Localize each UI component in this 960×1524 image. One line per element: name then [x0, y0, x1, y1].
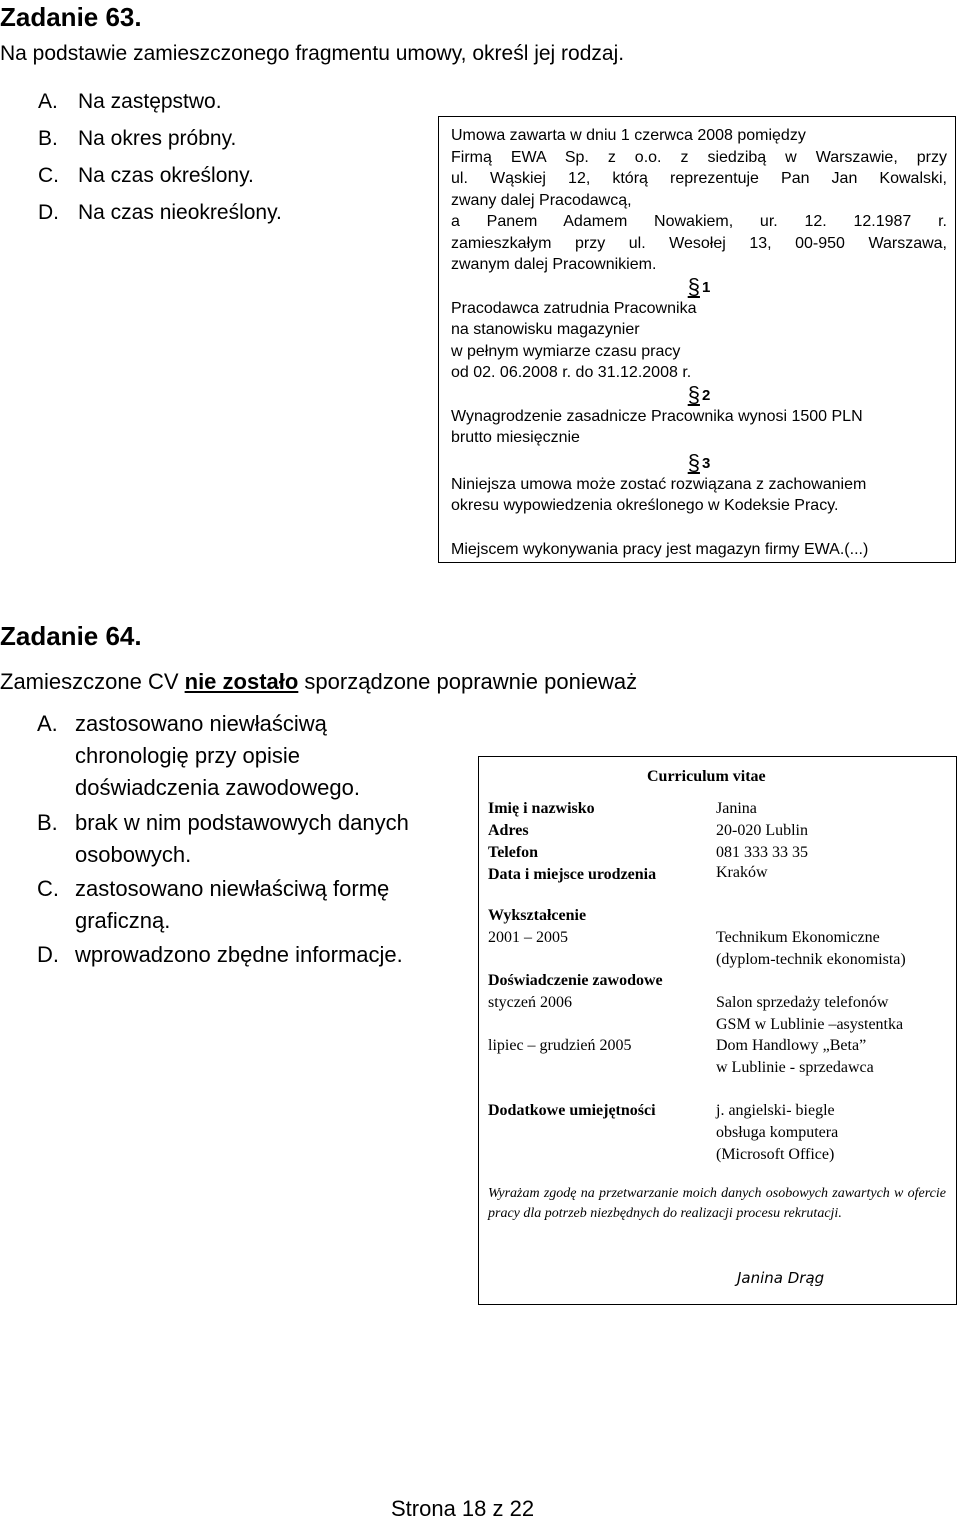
contract-fragment-box [438, 116, 956, 563]
cv-signature: Janina Drąg [737, 1269, 825, 1287]
task64-option-b[interactable]: B. brak w nim podstawowych danych osobowych. [37, 810, 409, 867]
cv-personal [488, 798, 948, 886]
contract-text [451, 125, 947, 560]
cv-education-period: 2001 – 2005 [488, 929, 568, 946]
contract-line: Pracodawca zatrudnia Pracownika [451, 299, 697, 317]
cv-experience-value: Salon sprzedaży telefonów GSM w Lublinie –asystentka [716, 994, 904, 1033]
cv-box [478, 756, 957, 1305]
contract-line: Niniejsza umowa może zostać rozwiązana z zachowaniem [451, 475, 867, 493]
cv-experience-period: styczeń 2006 [488, 994, 572, 1011]
task63-option-d[interactable]: D. Na czas nieokreślony. [38, 201, 282, 224]
task64-option-d[interactable]: D. wprowadzono zbędne informacje. [37, 942, 403, 967]
cv-education-label: Wykształcenie [488, 907, 587, 924]
section-3-heading: § 3 [687, 449, 711, 475]
cv-experience-value: Dom Handlowy „Beta” w Lublinie - sprzedawca [716, 1037, 874, 1076]
contract-line: zwanym dalej Pracownikiem. [451, 256, 657, 273]
contract-line: ul. Wąskiej 12, którą reprezentuje Pan Jan Kowalski, [451, 170, 947, 187]
task63-title: Zadanie 63. [0, 2, 142, 32]
section-1-heading: § 1 [687, 273, 711, 299]
cv-education-value: Technikum Ekonomiczne (dyplom-technik ekonomista) [716, 929, 906, 968]
contract-line: na stanowisku magazynier [451, 321, 640, 338]
cv-experience-period: lipiec – grudzień 2005 [488, 1037, 632, 1054]
cv-consent-clause: Wyrażam zgodę na przetwarzanie moich danych osobowych zawartych w ofercie pracy dla potrzeb niezbędnych do realizacji procesu rekrutacji. [488, 1186, 946, 1221]
task63-option-c[interactable]: C. Na czas określony. [38, 164, 254, 187]
contract-line: zwany dalej Pracodawcą, [451, 191, 632, 209]
task63-option-a[interactable]: A. Na zastępstwo. [38, 90, 222, 113]
contract-line: Umowa zawarta w dniu 1 czerwca 2008 pomiędzy [451, 127, 806, 144]
contract-line: Firmą EWA Sp. z o.o. z siedzibą w Warszawie, przy [451, 148, 947, 166]
cv-row: Data i miejsce urodzenia Kraków [488, 864, 768, 883]
cv-experience-label: Doświadczenie zawodowe [488, 972, 663, 989]
contract-line: zamieszkałym przy ul. Wesołej 13, 00-950 Warszawa, [451, 234, 947, 252]
task64-options [37, 708, 467, 978]
task63-question: Na podstawie zamieszczonego fragmentu umowy, określ jej rodzaj. [0, 42, 625, 65]
cv-row: Telefon 081 333 33 35 [488, 844, 808, 861]
contract-line: w pełnym wymiarze czasu pracy [451, 342, 681, 360]
cv-skills-label: Dodatkowe umiejętności [488, 1102, 656, 1119]
task64-option-c[interactable]: C. zastosowano niewłaściwą formę graficzną. [37, 876, 390, 933]
cv-heading: Curriculum vitae [647, 768, 766, 785]
contract-line: a Panem Adamem Nowakiem, ur. 12. 12.1987 r. [451, 213, 947, 230]
contract-line: brutto miesięcznie [451, 429, 580, 446]
cv-row: Adres 20-020 Lublin [488, 822, 808, 839]
task63-options [38, 83, 282, 231]
task64-option-a[interactable]: A. zastosowano niewłaściwą chronologię przy opisie doświadczenia zawodowego. [37, 711, 360, 800]
contract-line: od 02. 06.2008 r. do 31.12.2008 r. [451, 364, 692, 381]
question-emphasis: nie zostało [184, 669, 299, 694]
contract-line: Wynagrodzenie zasadnicze Pracownika wynosi 1500 PLN [451, 407, 863, 425]
contract-line: okresu wypowiedzenia określonego w Kodeksie Pracy. [451, 497, 839, 514]
cv-skills-value: j. angielski- biegle obsługa komputera (Microsoft Office) [716, 1102, 839, 1163]
task64-title: Zadanie 64. [0, 621, 142, 651]
page-number: Strona 18 z 22 [391, 1496, 535, 1521]
cv-row: Imię i nazwisko Janina [488, 800, 757, 817]
contract-closing: Miejscem wykonywania pracy jest magazyn firmy EWA.(...) [451, 540, 869, 558]
task63-option-b[interactable]: B. Na okres próbny. [38, 127, 237, 150]
section-2-heading: § 2 [687, 381, 711, 407]
task64-question: Zamieszczone CV nie zostało sporządzone poprawnie ponieważ [0, 669, 638, 694]
